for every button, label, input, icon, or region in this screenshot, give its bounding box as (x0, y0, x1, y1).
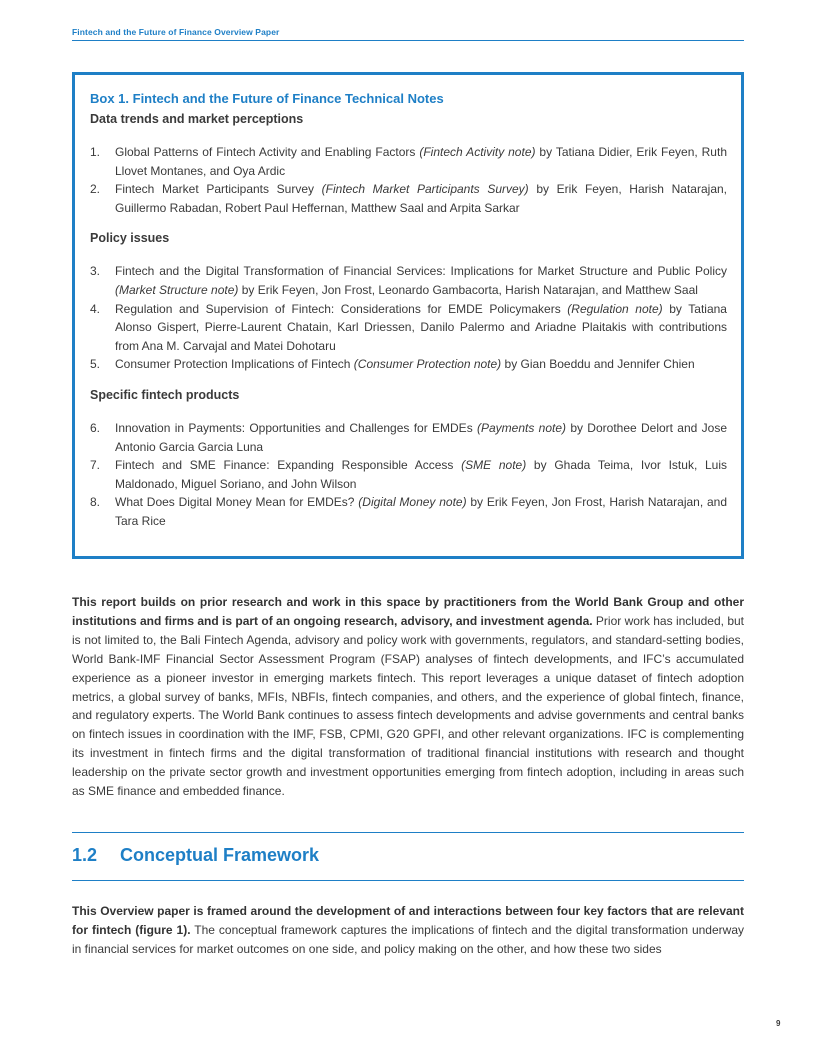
list-item: 2. Fintech Market Participants Survey (Fintech Market Participants Survey) by Erik Feyen, Harish Natarajan, Guillermo Rabadan, Robert Paul Heffernan, Matthew Saal and Arpita Sarkar (90, 182, 727, 215)
list-item: 6. Innovation in Payments: Opportunities and Challenges for EMDEs (Payments note) by Dorothee Delort and Jose Antonio Garcia Garcia Luna (90, 420, 727, 454)
body-paragraph-1: This report builds on prior research and work in this space by practitioners from the World Bank Group and other institutions and firms and is part of an ongoing research, advisory, and investment agenda. Prior work has included, but is not limited to, the Bali Fintech Agenda, advisory and policy work with governments, regulators, and standard-setting bodies, World Bank-IMF Financial Sector Assessment Program (FSAP) analyses of fintech developments, and IFC’s accumulated experience as a pioneer investor in emerging markets fintech. This report leverages a unique dataset of fintech adoption metrics, a global survey of banks, MFIs, NBFIs, fintech companies, and others, and the experience of global fintech, finance, and regulatory experts. The World Bank continues to assess fintech developments and advise governments and central banks on fintech issues in coordination with the IMF, FSB, CPMI, G20 GPFI, and other relevant organizations. IFC is complementing its investment in fintech firms and the digital transformation of traditional financial institutions with research and thought leadership on the private sector growth and investment opportunities emerging from fintech adoption, including in areas such as SME finance and embedded finance. (72, 595, 744, 799)
box-title: Box 1. Fintech and the Future of Finance Technical Notes (90, 91, 444, 106)
notes-list (90, 262, 727, 374)
box-section-heading: Policy issues (90, 231, 170, 246)
body-paragraph-2: This Overview paper is framed around the development of and interactions between four key factors that are relevant for fintech (figure 1). The conceptual framework captures the implications of fintech and the digital transformation underway in financial services for market outcomes on one side, and policy making on the other, and how these two sides (72, 904, 744, 956)
running-header-title: Fintech and the Future of Finance Overview Paper (72, 27, 280, 37)
section-rule-top (72, 832, 744, 833)
list-item: 3. Fintech and the Digital Transformation of Financial Services: Implications for Market Structure and Public Policy (Market Structure note) by Erik Feyen, Jon Frost, Leonardo Gambacorta, Harish Natarajan, and Matthew Saal (90, 264, 727, 297)
list-item: 4. Regulation and Supervision of Fintech: Considerations for EMDE Policymakers (Regulation note) by Tatiana Alonso Gispert, Pierre-Laurent Chatain, Karl Driessen, Danilo Palermo and Ariadne Plaitakis with contributions from Ana M. Carvajal and Matei Dohotaru (90, 301, 727, 353)
list-item: 8. What Does Digital Money Mean for EMDEs? (Digital Money note) by Erik Feyen, Jon Frost, Harish Natarajan, and Tara Rice (90, 495, 727, 528)
list-item: 1. Global Patterns of Fintech Activity and Enabling Factors (Fintech Activity note) by Tatiana Didier, Erik Feyen, Ruth Llovet Montanes, and Oya Ardic (90, 145, 727, 178)
section-heading (72, 845, 319, 866)
box-section-heading: Specific fintech products (90, 387, 240, 402)
section-number: 1.2 (72, 845, 98, 865)
technical-notes-box (72, 72, 744, 559)
box-section-heading: Data trends and market perceptions (90, 112, 304, 126)
list-item: 7. Fintech and SME Finance: Expanding Responsible Access (SME note) by Ghada Teima, Ivor Istuk, Luis Maldonado, Miguel Soriano, and John Wilson (90, 458, 728, 491)
section-rule-bottom (72, 880, 744, 881)
notes-list (90, 419, 727, 531)
list-item: 5. Consumer Protection Implications of Fintech (Consumer Protection note) by Gian Boeddu and Jennifer Chien (90, 357, 695, 372)
notes-list (90, 143, 727, 217)
page-number: 9 (776, 1019, 781, 1028)
running-header (72, 22, 744, 41)
section-title: Conceptual Framework (120, 845, 320, 865)
